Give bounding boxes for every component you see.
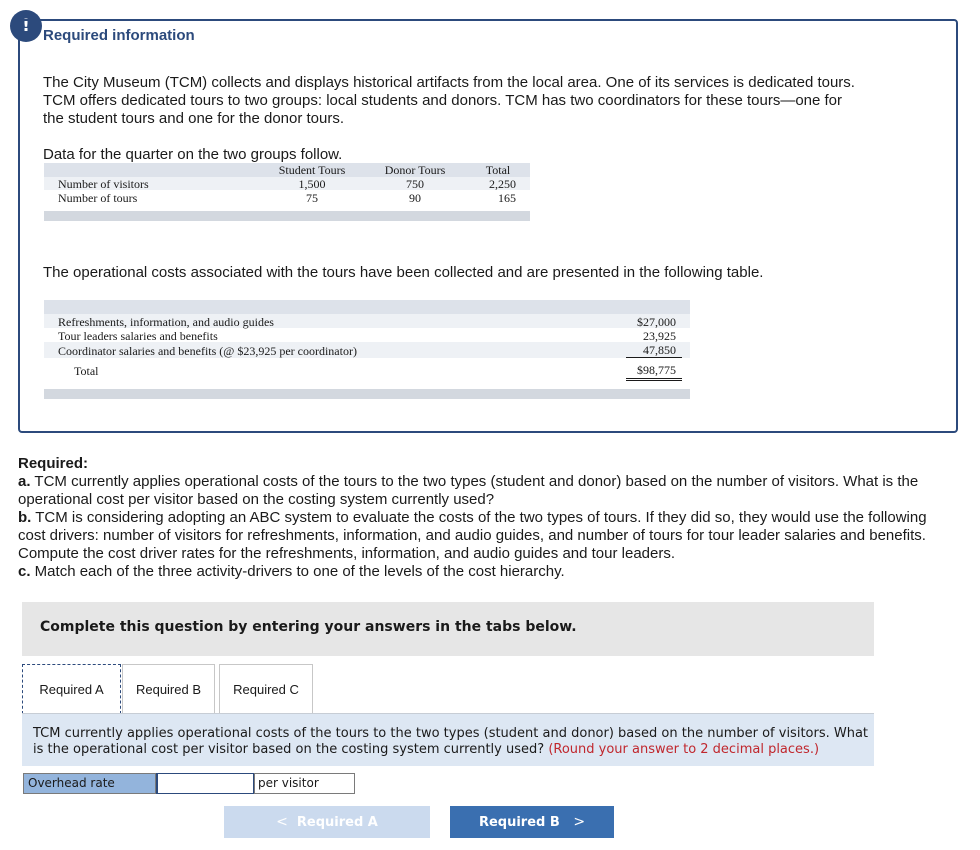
- table-row: [44, 358, 690, 382]
- tour-data-table: [44, 163, 530, 221]
- column-header: Total: [485, 163, 511, 177]
- tab-required-c[interactable]: Required C: [219, 664, 313, 714]
- rounding-hint: (Round your answer to 2 decimal places.): [548, 742, 820, 757]
- total-value: $98,775: [637, 363, 676, 377]
- row-label: Number of tours: [58, 191, 138, 205]
- total-double-rule: [626, 378, 682, 381]
- info-title: Required information: [43, 27, 195, 44]
- chevron-right-icon: >: [573, 814, 586, 830]
- tab-required-a[interactable]: Required A: [22, 664, 121, 714]
- table-cell: 90: [409, 191, 421, 205]
- table-cell: 165: [498, 191, 516, 205]
- alert-icon: !: [10, 10, 42, 42]
- total-label: Total: [74, 364, 99, 378]
- table-cell: 23,925: [643, 329, 676, 343]
- table-cell: $27,000: [637, 315, 676, 329]
- instructions-text: Complete this question by entering your answers in the tabs below.: [40, 619, 577, 635]
- table-cell: 47,850: [643, 343, 676, 357]
- column-header: Donor Tours: [384, 163, 446, 177]
- info-paragraph-line-3: the student tours and one for the donor tours.: [43, 110, 345, 127]
- question-panel: [22, 713, 874, 766]
- row-label: Coordinator salaries and benefits (@ $23,925 per coordinator): [58, 344, 357, 358]
- costs-intro-text: The operational costs associated with the tours have been collected and are presented in the following table.: [43, 264, 764, 281]
- table-cell: 1,500: [298, 177, 326, 191]
- next-required-b-button[interactable]: Required B >: [450, 806, 614, 838]
- row-label: Refreshments, information, and audio guides: [58, 315, 274, 329]
- overhead-rate-input[interactable]: [156, 773, 254, 794]
- previous-required-a-button[interactable]: < Required A: [224, 806, 430, 838]
- info-paragraph-line-1: The City Museum (TCM) collects and displays historical artifacts from the local area. One of its services is dedicated tours.: [43, 74, 855, 91]
- table-cell: 75: [306, 191, 318, 205]
- info-paragraph-line-2: TCM offers dedicated tours to two groups: local students and donors. TCM has two coordinators for these tours—one for: [43, 92, 843, 109]
- required-item-b: b. TCM is considering adopting an ABC system to evaluate the costs of the two types of tours. If they did so, they would use the following cost drivers: number of visitors for refreshments, information, and audio guides, and number of tours for tour leader salaries and benefits. Compute the cost driver rates for the refreshments, information, and audio guides and tour leaders.: [18, 509, 927, 562]
- required-item-c: c. Match each of the three activity-drivers to one of the levels of the cost hierarchy.: [18, 563, 565, 580]
- table-cell: 2,250: [489, 177, 516, 191]
- required-item-a: a. TCM currently applies operational costs of the tours to the two types (student and donor) based on the number of visitors. What is the operational cost per visitor based on the costing system currently used?: [18, 473, 919, 508]
- row-label: Tour leaders salaries and benefits: [58, 329, 218, 343]
- table-footer-band: [44, 389, 690, 399]
- table-header-band: [44, 300, 690, 314]
- required-heading: Required:: [18, 455, 89, 472]
- per-visitor-unit: per visitor: [254, 773, 355, 794]
- column-header: Student Tours: [278, 163, 346, 177]
- subtotal-rule: [626, 357, 682, 358]
- required-section: [18, 455, 958, 581]
- row-label: Number of visitors: [58, 177, 149, 191]
- question-text: TCM currently applies operational costs of the tours to the two types (student and donor) based on the number of visitors. What is the operational cost per visitor based on the costing system currently used? (Round your answer to 2 decimal places.): [33, 726, 869, 757]
- chevron-left-icon: <: [276, 814, 288, 830]
- table-cell: 750: [406, 177, 424, 191]
- data-intro-text: Data for the quarter on the two groups follow.: [43, 146, 343, 163]
- tab-required-b[interactable]: Required B: [122, 664, 215, 714]
- operational-costs-table: [44, 281, 690, 399]
- table-footer-band: [44, 211, 530, 221]
- overhead-rate-label: Overhead rate: [23, 773, 156, 794]
- instructions-banner: [22, 602, 874, 656]
